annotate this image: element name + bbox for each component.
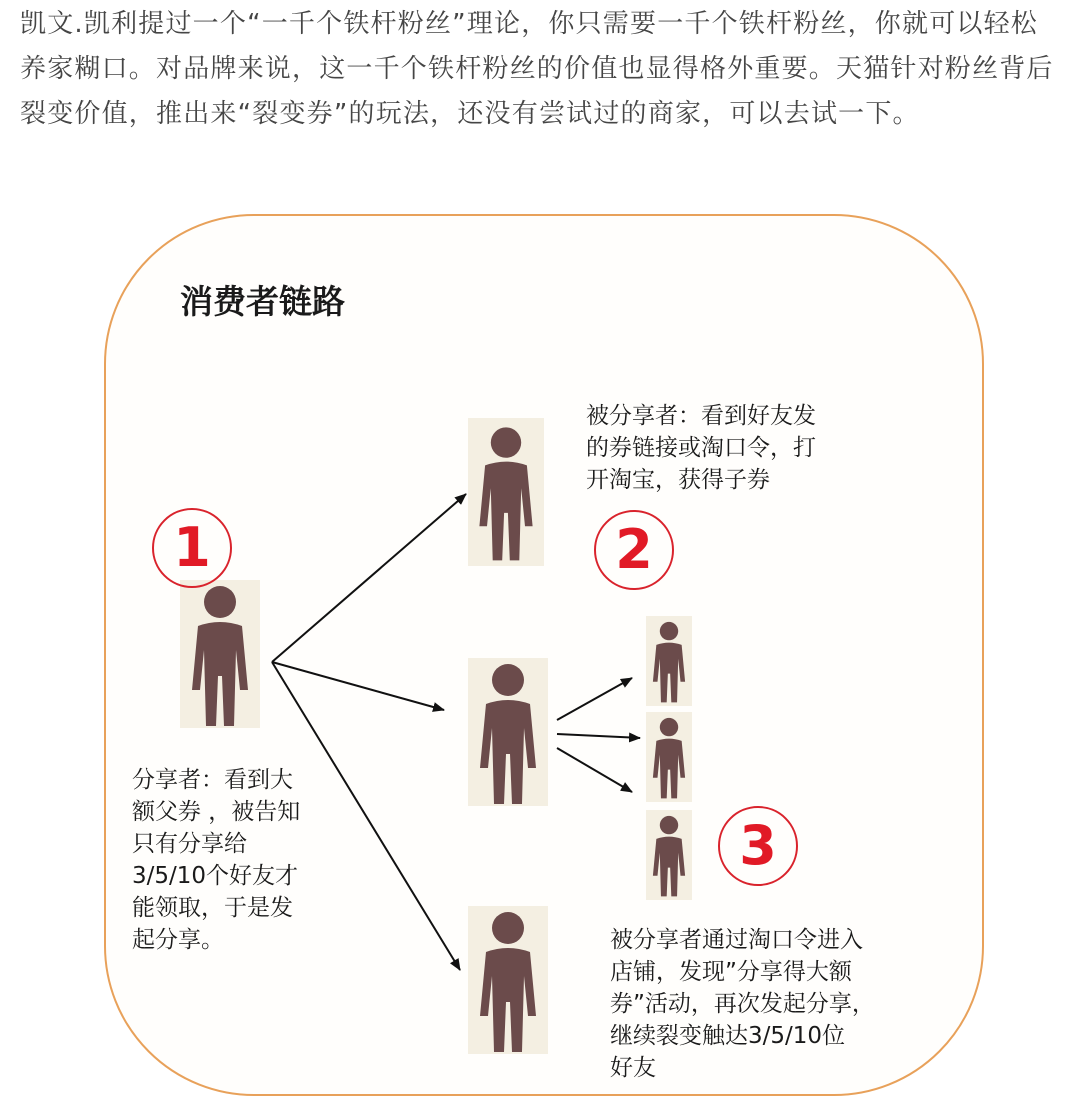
small-person-icon-2: [646, 712, 692, 802]
friend-person-icon-middle: [468, 658, 548, 806]
diagram-title: 消费者链路: [180, 282, 345, 321]
friend-person-icon-top: [468, 418, 544, 566]
arrow-to-small-person-3: [557, 748, 632, 792]
arrow-to-small-person-2: [557, 734, 640, 738]
friend-person-icon-bottom: [468, 906, 548, 1054]
arrow-to-top-person: [272, 494, 466, 662]
article-paragraph: 凯文.凯利提过一个“一千个铁杆粉丝”理论，你只需要一千个铁杆粉丝，你就可以轻松养家糊口。对品牌来说，这一千个铁杆粉丝的价值也显得格外重要。天猫针对粉丝背后裂变价值，推出来“裂变券”的玩法，还没有尝试过的商家，可以去试一下。: [20, 9, 1054, 129]
step-3-description: 被分享者通过淘口令进入 店铺，发现”分享得大额 券”活动，再次发起分享， 继续裂变触达3/5/10位 好友: [610, 927, 875, 1081]
step-2-badge: 2: [594, 510, 674, 590]
sharer-person-icon: [180, 580, 260, 728]
small-person-icon-3: [646, 810, 692, 900]
step-1-badge: 1: [152, 508, 232, 588]
step-2-description: 被分享者：看到好友发 的券链接或淘口令，打 开淘宝，获得子券: [586, 403, 816, 493]
step-3-badge: 3: [718, 806, 798, 886]
small-person-icon-1: [646, 616, 692, 706]
arrow-to-small-person-1: [557, 678, 632, 720]
step-1-description: 分享者：看到大 额父券 ，被告知 只有分享给 3/5/10个好友才 能领取，于是发 起分享。: [132, 767, 301, 953]
